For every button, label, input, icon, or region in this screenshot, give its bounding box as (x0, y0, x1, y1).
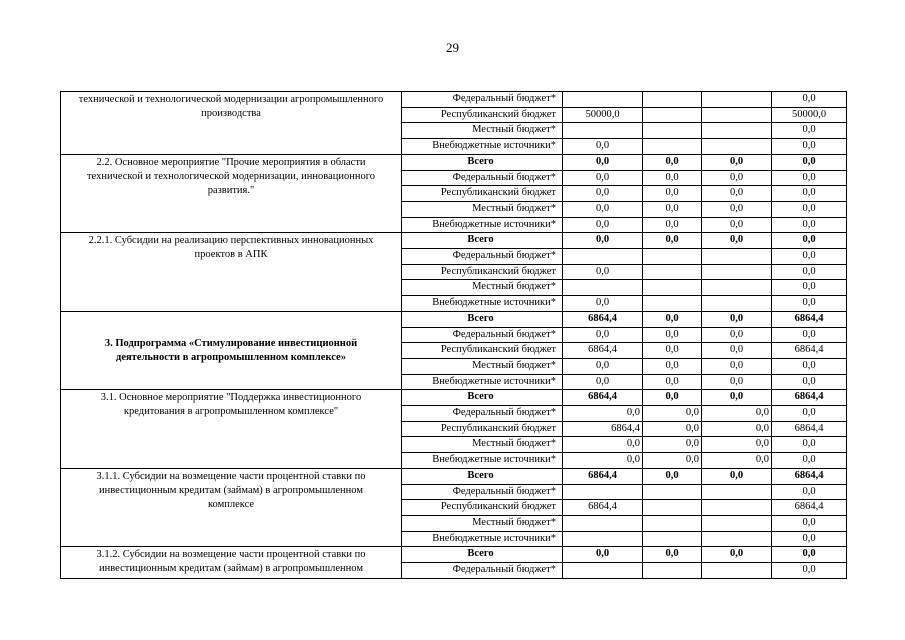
value-cell (702, 264, 772, 280)
value-cell: 0,0 (643, 421, 702, 437)
value-cell: 0,0 (643, 358, 702, 374)
funding-source: Федеральный бюджет* (402, 406, 563, 422)
value-total: 0,0 (772, 249, 847, 265)
value-cell: 0,0 (643, 468, 702, 484)
value-cell: 0,0 (643, 311, 702, 327)
measure-title: 3.1.1. Субсидии на возмещение части процентной ставки по инвестиционным кредитам (займам) в агропромышленном комплексе (61, 468, 402, 547)
value-cell: 0,0 (702, 437, 772, 453)
value-cell (643, 92, 702, 108)
funding-row (61, 92, 847, 108)
value-cell: 0,0 (643, 437, 702, 453)
value-cell: 0,0 (702, 154, 772, 170)
value-cell: 50000,0 (563, 107, 643, 123)
value-cell (702, 123, 772, 139)
value-cell (702, 484, 772, 500)
value-total: 6864,4 (772, 390, 847, 406)
value-cell (563, 249, 643, 265)
value-total: 50000,0 (772, 107, 847, 123)
value-cell: 0,0 (563, 437, 643, 453)
value-cell: 0,0 (643, 390, 702, 406)
value-total: 0,0 (772, 233, 847, 249)
total-row (61, 233, 847, 249)
value-total: 0,0 (772, 264, 847, 280)
value-total: 0,0 (772, 201, 847, 217)
value-cell: 0,0 (563, 264, 643, 280)
funding-source: Всего (402, 390, 563, 406)
value-cell: 0,0 (563, 453, 643, 469)
value-cell: 0,0 (702, 468, 772, 484)
total-row (61, 468, 847, 484)
value-total: 0,0 (772, 170, 847, 186)
value-cell: 0,0 (643, 327, 702, 343)
measure-title: 3.1.2. Субсидии на возмещение части процентной ставки по инвестиционным кредитам (займам) в агропромышленном (61, 547, 402, 578)
value-cell: 0,0 (643, 406, 702, 422)
value-cell (702, 500, 772, 516)
value-total: 0,0 (772, 186, 847, 202)
value-cell: 0,0 (643, 233, 702, 249)
value-cell (702, 139, 772, 155)
value-cell: 0,0 (563, 170, 643, 186)
value-cell (702, 92, 772, 108)
value-cell (702, 249, 772, 265)
value-cell: 6864,4 (563, 343, 643, 359)
value-cell: 0,0 (563, 406, 643, 422)
value-cell (563, 515, 643, 531)
value-total: 0,0 (772, 563, 847, 579)
value-cell: 0,0 (563, 358, 643, 374)
total-row (61, 154, 847, 170)
funding-source: Местный бюджет* (402, 515, 563, 531)
value-cell: 0,0 (563, 139, 643, 155)
value-cell: 0,0 (702, 390, 772, 406)
total-row (61, 547, 847, 563)
funding-source: Внебюджетные источники* (402, 374, 563, 390)
value-cell: 0,0 (563, 186, 643, 202)
funding-source: Республиканский бюджет (402, 186, 563, 202)
funding-source: Всего (402, 154, 563, 170)
funding-source: Республиканский бюджет (402, 500, 563, 516)
value-cell: 6864,4 (563, 311, 643, 327)
funding-source: Федеральный бюджет* (402, 484, 563, 500)
value-cell (643, 484, 702, 500)
value-total: 0,0 (772, 358, 847, 374)
value-cell (702, 296, 772, 312)
value-cell (643, 264, 702, 280)
value-total: 0,0 (772, 406, 847, 422)
value-cell: 0,0 (702, 547, 772, 563)
value-cell: 0,0 (563, 201, 643, 217)
value-cell: 0,0 (702, 453, 772, 469)
value-cell: 0,0 (702, 186, 772, 202)
funding-source: Местный бюджет* (402, 201, 563, 217)
page-number: 29 (446, 40, 459, 55)
value-total: 0,0 (772, 123, 847, 139)
budget-table-body (61, 92, 847, 579)
value-cell: 6864,4 (563, 390, 643, 406)
value-total: 0,0 (772, 154, 847, 170)
value-cell (563, 123, 643, 139)
value-cell: 0,0 (643, 170, 702, 186)
funding-source: Всего (402, 468, 563, 484)
value-cell: 0,0 (643, 186, 702, 202)
value-total: 0,0 (772, 327, 847, 343)
funding-source: Всего (402, 547, 563, 563)
value-cell: 6864,4 (563, 468, 643, 484)
value-total: 0,0 (772, 453, 847, 469)
value-total: 0,0 (772, 484, 847, 500)
measure-title: 3. Подпрограмма «Стимулирование инвестиционной деятельности в агропромышленном комплексе» (61, 311, 402, 390)
value-cell (643, 563, 702, 579)
value-total: 0,0 (772, 437, 847, 453)
value-cell: 0,0 (643, 201, 702, 217)
funding-source: Федеральный бюджет* (402, 92, 563, 108)
funding-source: Всего (402, 311, 563, 327)
value-total: 6864,4 (772, 500, 847, 516)
value-cell: 0,0 (643, 343, 702, 359)
value-cell: 0,0 (643, 217, 702, 233)
value-cell: 0,0 (563, 327, 643, 343)
value-cell (643, 107, 702, 123)
funding-source: Внебюджетные источники* (402, 296, 563, 312)
funding-source: Местный бюджет* (402, 123, 563, 139)
value-cell: 0,0 (643, 154, 702, 170)
value-cell: 0,0 (643, 374, 702, 390)
funding-source: Внебюджетные источники* (402, 531, 563, 547)
value-cell: 0,0 (702, 374, 772, 390)
funding-source: Внебюджетные источники* (402, 217, 563, 233)
value-cell: 0,0 (643, 547, 702, 563)
value-cell (702, 563, 772, 579)
value-total: 6864,4 (772, 421, 847, 437)
budget-table (60, 91, 847, 579)
value-total: 0,0 (772, 531, 847, 547)
funding-source: Республиканский бюджет (402, 107, 563, 123)
funding-source: Местный бюджет* (402, 437, 563, 453)
funding-source: Федеральный бюджет* (402, 170, 563, 186)
funding-source: Федеральный бюджет* (402, 563, 563, 579)
value-cell (643, 500, 702, 516)
value-total: 0,0 (772, 280, 847, 296)
funding-source: Республиканский бюджет (402, 264, 563, 280)
value-cell (643, 515, 702, 531)
value-total: 0,0 (772, 92, 847, 108)
value-cell: 6864,4 (563, 421, 643, 437)
funding-source: Внебюджетные источники* (402, 453, 563, 469)
value-cell (702, 107, 772, 123)
value-cell (563, 92, 643, 108)
value-total: 6864,4 (772, 311, 847, 327)
value-total: 0,0 (772, 296, 847, 312)
value-cell (643, 139, 702, 155)
measure-title: технической и технологической модернизации агропромышленного производства (61, 92, 402, 155)
value-total: 6864,4 (772, 343, 847, 359)
value-cell: 0,0 (702, 201, 772, 217)
funding-source: Республиканский бюджет (402, 421, 563, 437)
value-cell: 0,0 (702, 311, 772, 327)
value-total: 0,0 (772, 139, 847, 155)
value-cell (563, 280, 643, 296)
value-cell (643, 531, 702, 547)
value-total: 0,0 (772, 547, 847, 563)
value-total: 0,0 (772, 515, 847, 531)
funding-source: Местный бюджет* (402, 280, 563, 296)
value-cell: 0,0 (702, 343, 772, 359)
value-cell: 0,0 (702, 327, 772, 343)
value-cell: 0,0 (563, 547, 643, 563)
value-total: 6864,4 (772, 468, 847, 484)
value-cell (702, 531, 772, 547)
value-cell: 0,0 (702, 358, 772, 374)
value-cell (702, 280, 772, 296)
value-cell: 0,0 (702, 406, 772, 422)
measure-title: 2.2. Основное мероприятие "Прочие мероприятия в области технической и технологической модернизации, инновационного развития." (61, 154, 402, 233)
value-cell: 0,0 (702, 217, 772, 233)
value-cell: 0,0 (643, 453, 702, 469)
funding-source: Федеральный бюджет* (402, 249, 563, 265)
value-cell (563, 563, 643, 579)
funding-source: Всего (402, 233, 563, 249)
funding-source: Внебюджетные источники* (402, 139, 563, 155)
value-cell (702, 515, 772, 531)
value-total: 0,0 (772, 217, 847, 233)
total-row (61, 390, 847, 406)
value-cell (643, 280, 702, 296)
value-cell: 0,0 (563, 233, 643, 249)
value-total: 0,0 (772, 374, 847, 390)
value-cell (563, 531, 643, 547)
value-cell: 0,0 (563, 296, 643, 312)
funding-source: Республиканский бюджет (402, 343, 563, 359)
total-row (61, 311, 847, 327)
value-cell (643, 123, 702, 139)
value-cell: 0,0 (563, 217, 643, 233)
value-cell (643, 296, 702, 312)
funding-source: Местный бюджет* (402, 358, 563, 374)
value-cell: 0,0 (563, 374, 643, 390)
measure-title: 3.1. Основное мероприятие "Поддержка инвестиционного кредитования в агропромышленном комплексе" (61, 390, 402, 469)
value-cell: 0,0 (702, 421, 772, 437)
value-cell: 6864,4 (563, 500, 643, 516)
measure-title: 2.2.1. Субсидии на реализацию перспективных инновационных проектов в АПК (61, 233, 402, 312)
value-cell: 0,0 (563, 154, 643, 170)
value-cell: 0,0 (702, 233, 772, 249)
value-cell: 0,0 (702, 170, 772, 186)
funding-source: Федеральный бюджет* (402, 327, 563, 343)
value-cell (643, 249, 702, 265)
value-cell (563, 484, 643, 500)
